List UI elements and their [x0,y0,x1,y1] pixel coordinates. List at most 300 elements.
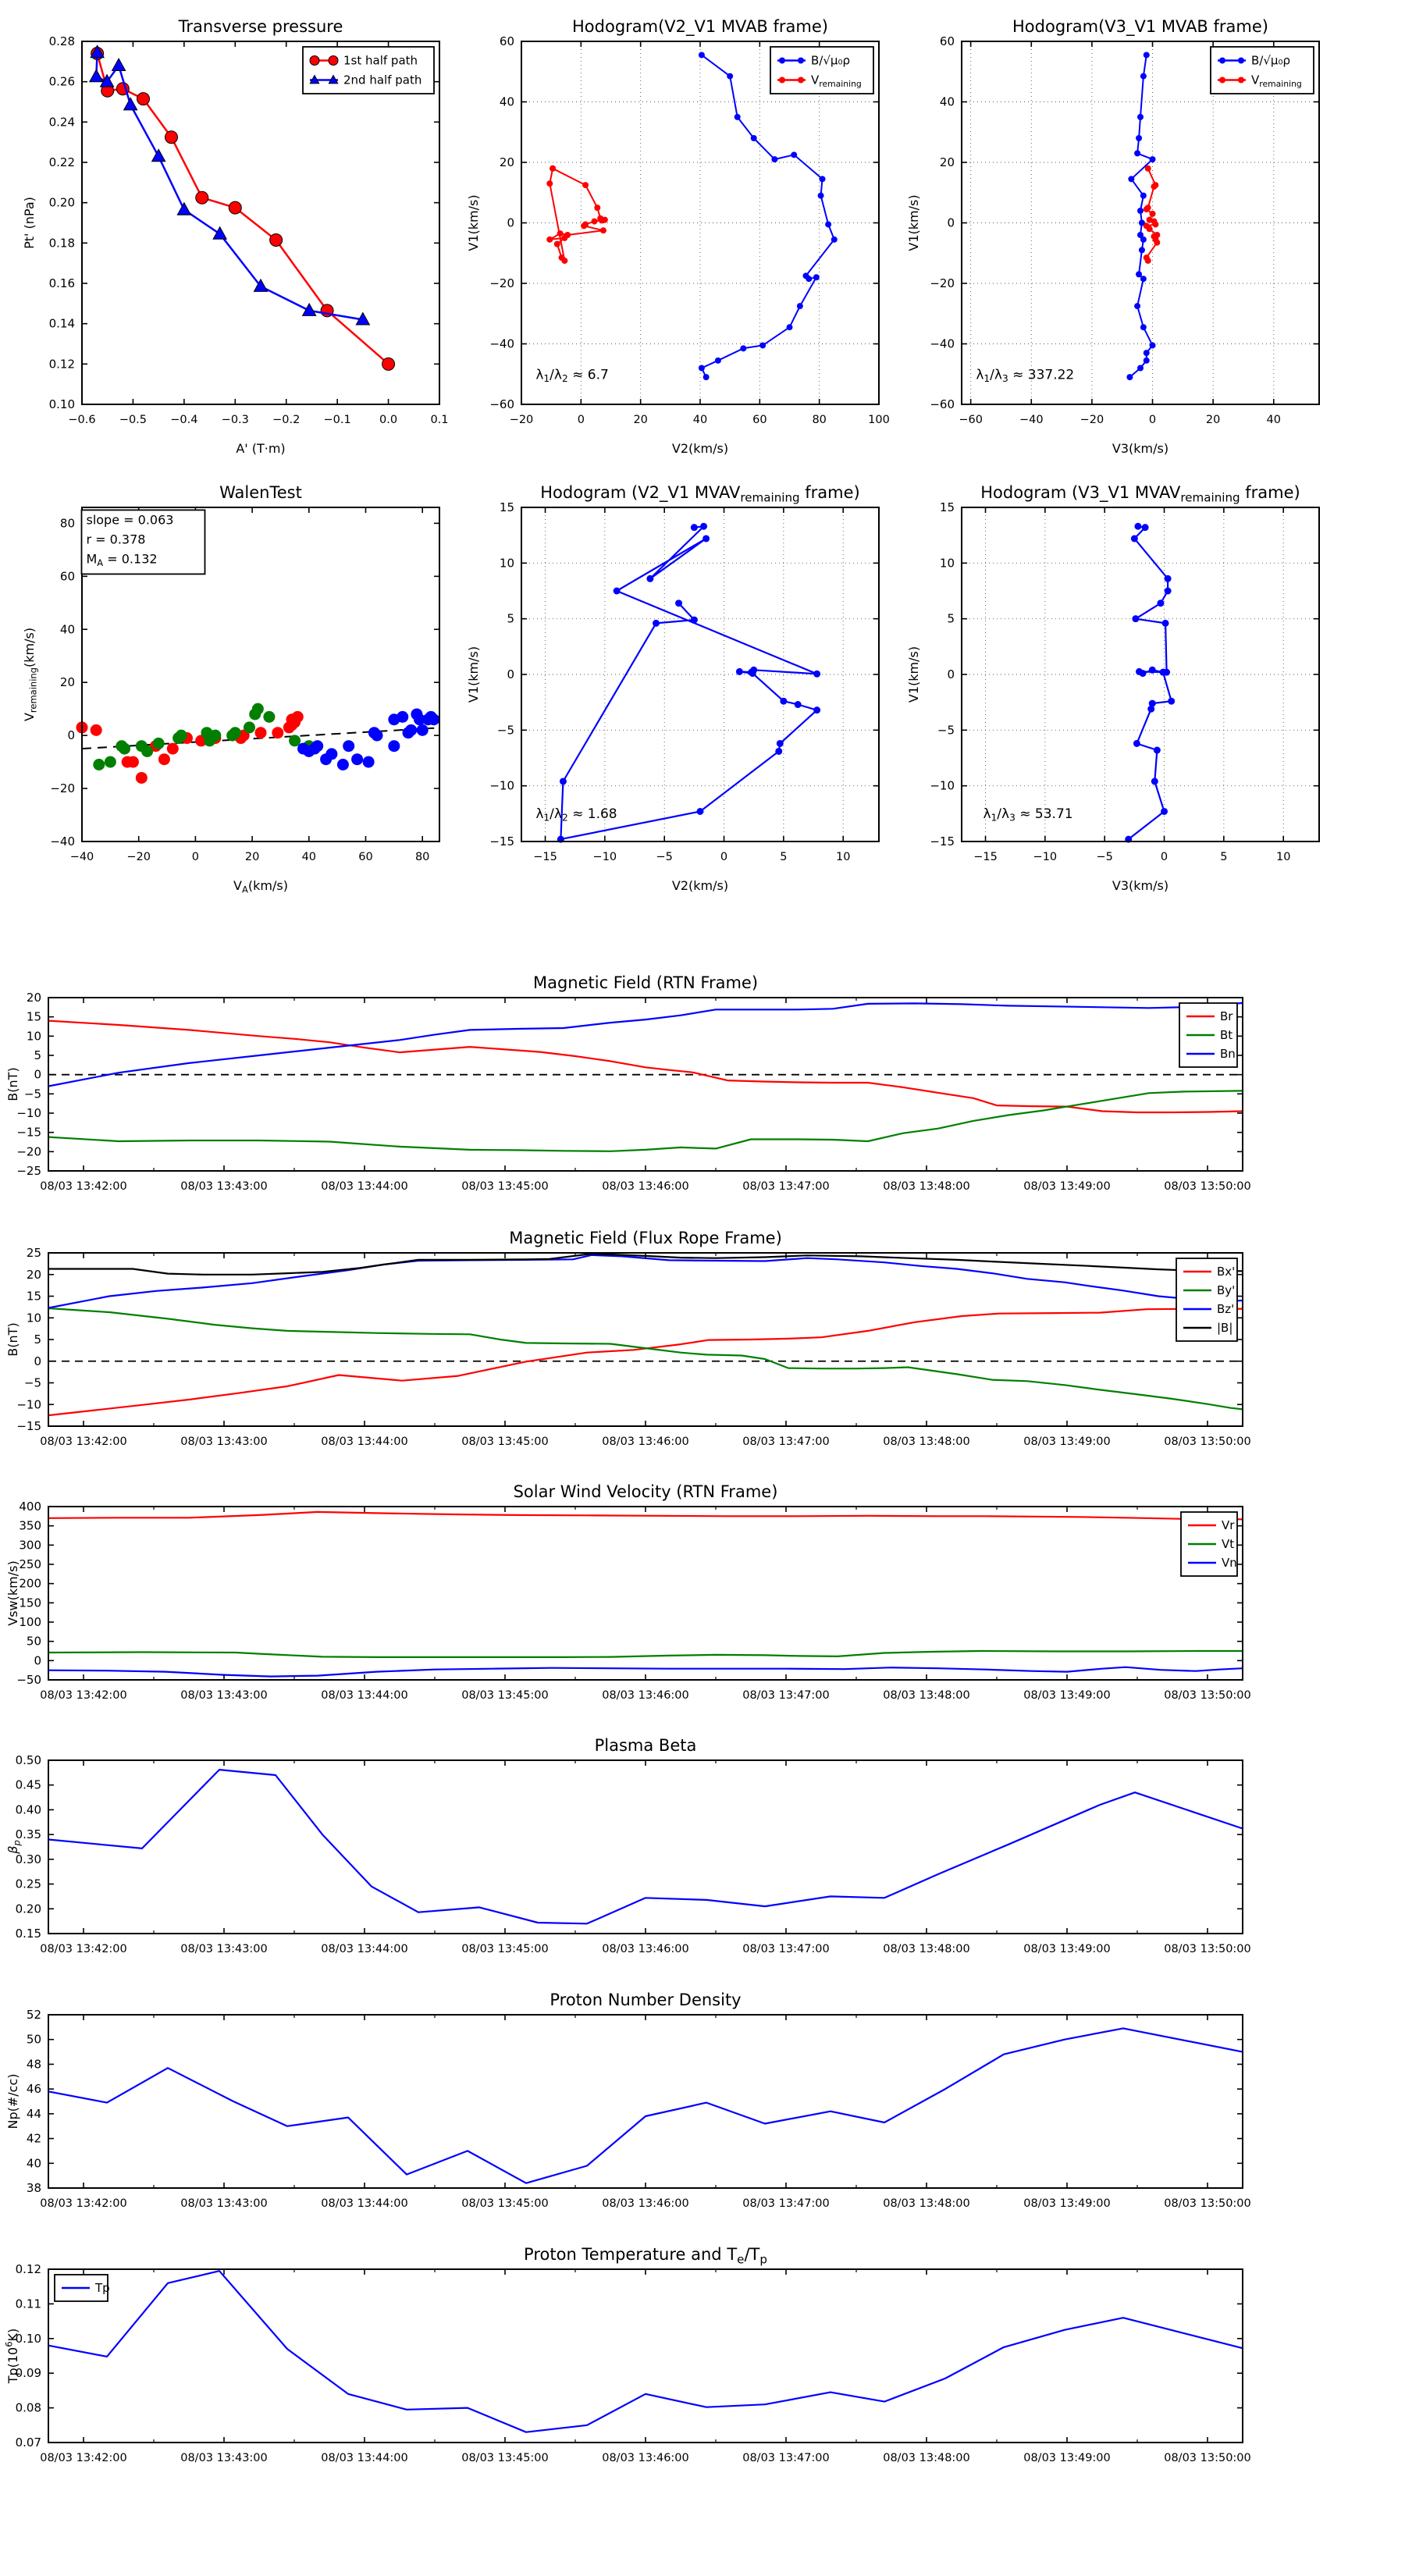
y-tick-label: −5 [23,1087,41,1101]
y-tick-label: 0.35 [15,1827,41,1842]
hodogram-v2v1-mvab [466,17,890,456]
series-V-hodogram-marker [1132,615,1139,622]
y-tick-label: 38 [26,2181,41,2195]
series-second-half-path-marker [303,304,316,315]
x-tick-label: −10 [1033,851,1058,863]
y-tick-label: −20 [930,276,955,290]
chart-title: Hodogram(V3_V1 MVAB frame) [1012,17,1268,36]
legend-label: Bx' [1217,1265,1236,1279]
series-V-hodogram-marker [1154,747,1161,754]
x-tick-label: −5 [1096,851,1113,863]
x-tick-label: 08/03 13:49:00 [1023,1689,1111,1702]
x-tick-label: 100 [868,414,890,426]
x-axis-label: V3(km/s) [1112,441,1169,456]
y-tick-label: −60 [930,397,955,411]
x-tick-label: 08/03 13:49:00 [1023,1436,1111,1448]
y-tick-label: 20 [939,155,955,169]
y-tick-label: 0.50 [15,1753,41,1767]
hodogram-v3v1-mvab [906,17,1319,456]
chart-title: Proton Temperature and $T_e/T_p$ [524,2245,767,2267]
x-tick-label: 08/03 13:44:00 [321,1943,408,1955]
x-tick-label: 08/03 13:48:00 [883,1943,970,1955]
x-tick-label: −0.6 [68,414,96,426]
x-tick-label: −10 [592,851,617,863]
x-tick-label: 08/03 13:42:00 [40,2452,127,2464]
series-V-remaining-marker [561,258,567,264]
y-tick-label: −10 [16,1106,41,1120]
legend-marker [779,77,785,84]
y-axis-label: V1(km/s) [906,194,921,251]
series-second-half-path-marker [112,59,126,70]
y-tick-label: 46 [26,2082,41,2097]
series-B-over-sqrt-mu0rho-marker [771,156,777,162]
series-B-over-sqrt-mu0rho-marker [831,237,838,243]
y-tick-label: 0 [34,1354,41,1368]
y-tick-label: 5 [507,611,514,626]
series-V-hodogram-marker [1133,740,1140,747]
y-tick-label: 0.07 [15,2435,41,2450]
y-tick-label: 0.10 [15,2331,41,2346]
magnetic-field-rtn [5,973,1251,1193]
series-Tp [48,2271,1243,2432]
x-axis-label: V2(km/s) [671,441,729,456]
axes-frame [48,2015,1243,2188]
series-V-hodogram-marker [1162,620,1169,627]
series-V-remaining-marker [557,230,564,237]
axes-frame [521,507,879,841]
series-B-over-sqrt-mu0rho-marker [740,345,746,351]
x-tick-label: 08/03 13:47:00 [742,2452,830,2464]
series-V-remaining-marker [546,237,553,243]
y-tick-label: 60 [939,34,955,48]
series-Vt [48,1651,1243,1657]
series-B-over-sqrt-mu0rho-marker [791,151,797,158]
y-tick-label: 0.25 [15,1877,41,1891]
legend-marker [1219,77,1225,84]
legend-label: Vn [1222,1556,1237,1570]
y-tick-label: −5 [23,1375,41,1390]
y-tick-label: −20 [489,276,514,290]
series-second-half-path-marker [213,227,226,239]
chart-title: Hodogram(V2_V1 MVAB frame) [572,17,828,36]
series-V-hodogram-marker [813,671,820,678]
series-V-remaining-marker [1151,183,1157,190]
x-tick-label: 10 [1275,851,1291,863]
legend-marker [310,56,319,66]
series-walen-blue-marker [372,730,383,742]
series-V-remaining-marker [599,217,605,223]
y-tick-label: 0.09 [15,2366,41,2381]
x-tick-label: −0.2 [272,414,301,426]
x-tick-label: −20 [509,414,534,426]
series-walen-red-marker [167,743,179,755]
legend-marker [329,56,338,66]
y-tick-label: −20 [16,1144,41,1159]
x-tick-label: 5 [780,851,788,863]
legend-label: 1st half path [343,53,418,68]
axes-frame [48,1253,1243,1426]
y-tick-label: 0.14 [48,316,75,331]
y-tick-label: 80 [59,516,75,531]
axes-frame [48,1507,1243,1680]
x-tick-label: 08/03 13:48:00 [883,1180,970,1193]
series-V-hodogram-marker [560,777,567,785]
x-tick-label: 08/03 13:50:00 [1164,1943,1251,1955]
series-B-over-sqrt-mu0rho-marker [1136,135,1142,141]
x-tick-label: 08/03 13:42:00 [40,1180,127,1193]
y-tick-label: 100 [19,1615,41,1629]
x-tick-label: 08/03 13:49:00 [1023,1180,1111,1193]
y-tick-label: 40 [499,94,514,109]
series-B-over-sqrt-mu0rho-marker [813,274,820,280]
series-B-over-sqrt-mu0rho-marker [1140,276,1147,282]
x-tick-label: 08/03 13:45:00 [461,1943,549,1955]
series-B-over-sqrt-mu0rho-marker [699,52,705,58]
x-tick-label: 08/03 13:43:00 [180,1180,268,1193]
x-tick-label: 08/03 13:47:00 [742,1689,830,1702]
series-B-over-sqrt-mu0rho-marker [1136,271,1142,277]
y-tick-label: 0.20 [48,195,75,210]
series-V-remaining-marker [1144,206,1150,212]
y-tick-label: 40 [59,622,75,637]
series-B-over-sqrt-mu0rho-marker [1128,176,1134,182]
chart-title: Hodogram (V3_V1 $MVAV_{remaining}$ frame) [980,483,1300,505]
series-V-remaining-marker [600,227,606,233]
series-Np [48,2028,1243,2183]
chart-title: Proton Number Density [550,1991,742,2009]
legend-label: 2nd half path [343,73,422,87]
series-V-hodogram-marker [614,588,621,595]
series-V-hodogram-marker [702,535,710,542]
series-V-hodogram-marker [697,808,704,815]
transverse-pressure [22,17,449,456]
series-first-half-path-marker [165,131,178,144]
hodogram-v2v1-mvav [466,483,879,893]
y-tick-label: −40 [50,834,75,849]
series-V-remaining-marker [550,165,556,172]
y-tick-label: −15 [16,1125,41,1140]
series-V-remaining-marker [1150,211,1156,217]
y-tick-label: 40 [939,94,955,109]
y-tick-label: −5 [496,723,514,738]
series-second-half-path-marker [124,98,137,109]
series-V-hodogram-marker [1160,669,1167,676]
x-tick-label: 08/03 13:44:00 [321,1436,408,1448]
x-tick-label: 08/03 13:45:00 [461,1180,549,1193]
y-tick-label: 60 [59,569,75,584]
series-V-hodogram-marker [777,740,784,747]
x-tick-label: 40 [1266,414,1282,426]
y-axis-label: $V_{remaining}(km/s)$ [22,627,39,722]
series-beta-p [48,1770,1243,1923]
y-tick-label: −40 [489,336,514,351]
y-axis-label: Pt' (nPa) [22,197,37,249]
series-B-over-sqrt-mu0rho-marker [751,135,757,141]
y-tick-label: 0.20 [15,1902,41,1916]
x-tick-label: 08/03 13:44:00 [321,2197,408,2210]
y-tick-label: 20 [499,155,514,169]
series-B-over-sqrt-mu0rho-marker [699,365,705,372]
x-tick-label: 80 [812,414,827,426]
y-tick-label: 0 [947,215,955,230]
y-tick-label: 0.12 [48,357,75,372]
series-first-half-path-marker [196,191,208,204]
legend-label: By' [1217,1283,1236,1297]
series-Bt [48,1091,1243,1151]
series-V-hodogram-marker [1131,535,1138,542]
y-tick-label: 0 [947,667,955,681]
x-tick-label: −40 [1019,414,1044,426]
series-V-remaining-marker [554,241,560,247]
series-V-hodogram-marker [1149,667,1156,674]
chart-title: Plasma Beta [594,1736,697,1755]
solar-wind-velocity [5,1482,1251,1702]
series-V-remaining-marker [582,182,589,188]
legend-label: Vt [1222,1537,1235,1551]
series-V-hodogram-marker [653,620,660,627]
x-tick-label: 08/03 13:46:00 [602,2197,689,2210]
y-tick-label: −60 [489,397,514,411]
series-V-hodogram-marker [749,670,756,677]
series-second-half-path-marker [90,69,103,81]
series-B-over-sqrt-mu0rho-marker [727,73,733,80]
series-walen-green-marker [153,738,165,749]
series-B-over-sqrt-mu0rho-marker [1137,208,1144,214]
series-B-over-sqrt-mu0rho-marker [1134,303,1140,309]
y-tick-label: 0.28 [48,34,75,48]
x-tick-label: −0.4 [170,414,198,426]
x-tick-label: 0 [720,851,728,863]
series-V-hodogram-marker [736,668,743,675]
y-tick-label: 10 [26,1311,41,1325]
series-V-hodogram-marker [1151,777,1158,785]
x-tick-label: 08/03 13:48:00 [883,2197,970,2210]
y-tick-label: 40 [26,2156,41,2171]
x-tick-label: 80 [414,851,430,863]
magnetic-field-flux-rope [5,1229,1251,1448]
series-V-hodogram [560,526,816,839]
series-V-hodogram-marker [813,706,820,713]
series-walen-red-marker [136,772,148,784]
series-B-over-sqrt-mu0rho-marker [703,374,710,380]
series-walen-green-marker [93,759,105,770]
series-V-remaining-marker [546,180,553,187]
series-walen-blue-marker [311,740,323,752]
y-tick-label: 150 [19,1596,41,1610]
y-tick-label: 15 [939,500,955,514]
x-tick-label: 08/03 13:48:00 [883,1436,970,1448]
x-tick-label: 60 [752,414,767,426]
y-tick-label: 0.12 [15,2262,41,2276]
x-tick-label: 08/03 13:50:00 [1164,2452,1251,2464]
series-walen-red-marker [255,727,267,738]
series-V-remaining-marker [561,235,567,241]
series-walen-blue-marker [351,753,363,765]
series-V-remaining-marker [594,205,600,211]
y-axis-label: Np(#/cc) [5,2073,20,2129]
x-tick-label: 08/03 13:50:00 [1164,1436,1251,1448]
y-tick-label: −10 [16,1397,41,1412]
y-tick-label: 15 [499,500,514,514]
series-B-over-sqrt-mu0rho-marker [1140,73,1147,80]
series-B-over-sqrt-mu0rho-marker [806,276,812,282]
annotation-text: slope = 0.063 [86,512,174,528]
y-tick-label: −20 [50,781,75,796]
y-axis-label: V1(km/s) [906,646,921,703]
y-axis-label: B(nT) [5,1322,20,1357]
x-tick-label: −0.3 [221,414,249,426]
y-tick-label: 42 [26,2131,41,2146]
x-tick-label: 08/03 13:43:00 [180,1689,268,1702]
x-tick-label: 08/03 13:43:00 [180,1436,268,1448]
series-V-hodogram-marker [1140,670,1147,677]
axes-frame [48,998,1243,1171]
series-B-over-sqrt-mu0rho-marker [1144,350,1150,356]
y-tick-label: 20 [26,1267,41,1282]
series-first-half-path-marker [270,233,283,246]
y-tick-label: 0.16 [48,276,75,290]
legend-label: B/√μ₀ρ [1251,53,1290,68]
series-walen-blue-marker [337,759,349,770]
series-V-hodogram-marker [1157,600,1164,607]
chart-title: Solar Wind Velocity (RTN Frame) [513,1482,778,1501]
series-V-hodogram-marker [646,575,653,582]
plasma-beta [5,1736,1251,1955]
series-walen-red-marker [158,753,170,765]
series-first-half-path-marker [382,358,395,370]
y-axis-label: $\beta_p$ [5,1840,23,1854]
legend-label: Bn [1220,1047,1236,1061]
series-second-half-path-marker [152,149,165,161]
x-tick-label: 20 [633,414,648,426]
series-walen-red-marker [91,724,102,736]
x-tick-label: 0 [191,851,200,863]
y-tick-label: 15 [26,1289,41,1304]
x-tick-label: 08/03 13:43:00 [180,1943,268,1955]
series-B-over-sqrt-mu0rho-marker [1144,358,1150,364]
chart-title: Magnetic Field (RTN Frame) [532,973,759,992]
series-walen-blue-marker [417,724,429,736]
series-V-hodogram-marker [691,524,698,531]
x-tick-label: −15 [533,851,557,863]
x-tick-label: 08/03 13:45:00 [461,1689,549,1702]
series-V-remaining-marker [1152,221,1158,227]
y-tick-label: 0.18 [48,236,75,251]
series-walen-green-marker [119,743,130,755]
x-axis-label: V3(km/s) [1112,878,1169,893]
series-Bz-prime [48,1255,1243,1308]
x-tick-label: 10 [835,851,851,863]
series-B-over-sqrt-mu0rho-marker [1137,114,1144,120]
series-walen-green-marker [176,730,187,742]
series-V-remaining-marker [581,222,587,229]
y-axis-label: Vsw(km/s) [5,1560,20,1626]
series-walen-green-marker [252,703,264,715]
series-walen-blue-marker [343,740,354,752]
x-tick-label: 08/03 13:44:00 [321,2452,408,2464]
chart-title: WalenTest [219,483,302,502]
series-B-over-sqrt-mu0rho-marker [715,358,721,364]
series-walen-blue-marker [363,756,375,768]
x-tick-label: 08/03 13:42:00 [40,2197,127,2210]
series-V-hodogram-marker [775,748,782,755]
walen-test [22,483,439,895]
y-tick-label: 0 [34,1653,41,1668]
y-tick-label: 50 [26,2032,41,2047]
proton-temperature [3,2245,1250,2464]
y-tick-label: −50 [16,1673,41,1687]
axes-frame [48,2269,1243,2443]
series-Bn [48,1003,1243,1087]
x-tick-label: −20 [1080,414,1104,426]
x-tick-label: 08/03 13:42:00 [40,1689,127,1702]
legend-label: $V_{remaining}$ [1251,73,1302,89]
x-tick-label: 08/03 13:43:00 [180,2452,268,2464]
series-first-half-path-marker [229,201,241,214]
y-tick-label: −15 [930,834,955,849]
series-B-over-sqrt-mu0rho-marker [1140,324,1147,330]
legend-marker [1238,58,1244,64]
series-B-over-sqrt-mu0rho-marker [818,193,824,199]
series-walen-green-marker [229,727,241,738]
x-tick-label: 0 [1148,414,1157,426]
y-axis-label: V1(km/s) [466,646,481,703]
x-tick-label: −5 [656,851,673,863]
chart-title: Hodogram (V2_V1 $MVAV_{remaining}$ frame) [540,483,860,505]
series-B-over-sqrt-mu0rho-marker [1144,52,1150,58]
series-walen-green-marker [263,711,275,723]
annotation-text: $\lambda_1/\lambda_2 \approx 6.7$ [535,367,609,385]
y-axis-label: B(nT) [5,1067,20,1101]
legend-label: B/√μ₀ρ [811,53,850,68]
series-V-remaining-marker [1145,165,1151,172]
annotation-text: $\lambda_1/\lambda_3 \approx 337.22$ [976,367,1075,385]
series-Br [48,1021,1243,1112]
y-tick-label: −15 [16,1419,41,1433]
x-tick-label: 08/03 13:45:00 [461,2197,549,2210]
series-B-over-sqrt-mu0rho-marker [735,114,741,120]
x-tick-label: 08/03 13:46:00 [602,1436,689,1448]
y-tick-label: 0 [34,1067,41,1082]
legend-label: Bt [1220,1028,1233,1042]
x-tick-label: 08/03 13:48:00 [883,1689,970,1702]
y-tick-label: 52 [26,2008,41,2022]
x-tick-label: 08/03 13:45:00 [461,1436,549,1448]
y-tick-label: 10 [499,556,514,571]
x-tick-label: 08/03 13:46:00 [602,1180,689,1193]
y-tick-label: 5 [34,1048,41,1062]
series-B-over-sqrt-mu0rho-marker [1140,237,1147,243]
y-tick-label: 0.08 [15,2400,41,2415]
legend-label: $V_{remaining}$ [811,73,862,89]
series-walen-blue-marker [405,724,417,736]
x-tick-label: −60 [959,414,983,426]
series-B-over-sqrt-mu0rho-marker [1150,342,1156,348]
legend-label: Bz' [1217,1302,1235,1316]
x-tick-label: 0 [1160,851,1168,863]
y-tick-label: 20 [26,991,41,1005]
x-tick-label: −15 [973,851,998,863]
chart-title: Transverse pressure [178,17,343,36]
series-walen-blue-marker [397,711,408,723]
series-B-over-sqrt-mu0rho-marker [797,303,803,309]
series-V-hodogram-marker [700,523,707,530]
series-V-remaining-marker [1154,240,1160,246]
y-tick-label: 0.45 [15,1777,41,1792]
series-walen-red-marker [272,727,283,738]
series-B-over-sqrt-mu0rho-marker [787,324,793,330]
series-V-hodogram-marker [1165,575,1172,582]
